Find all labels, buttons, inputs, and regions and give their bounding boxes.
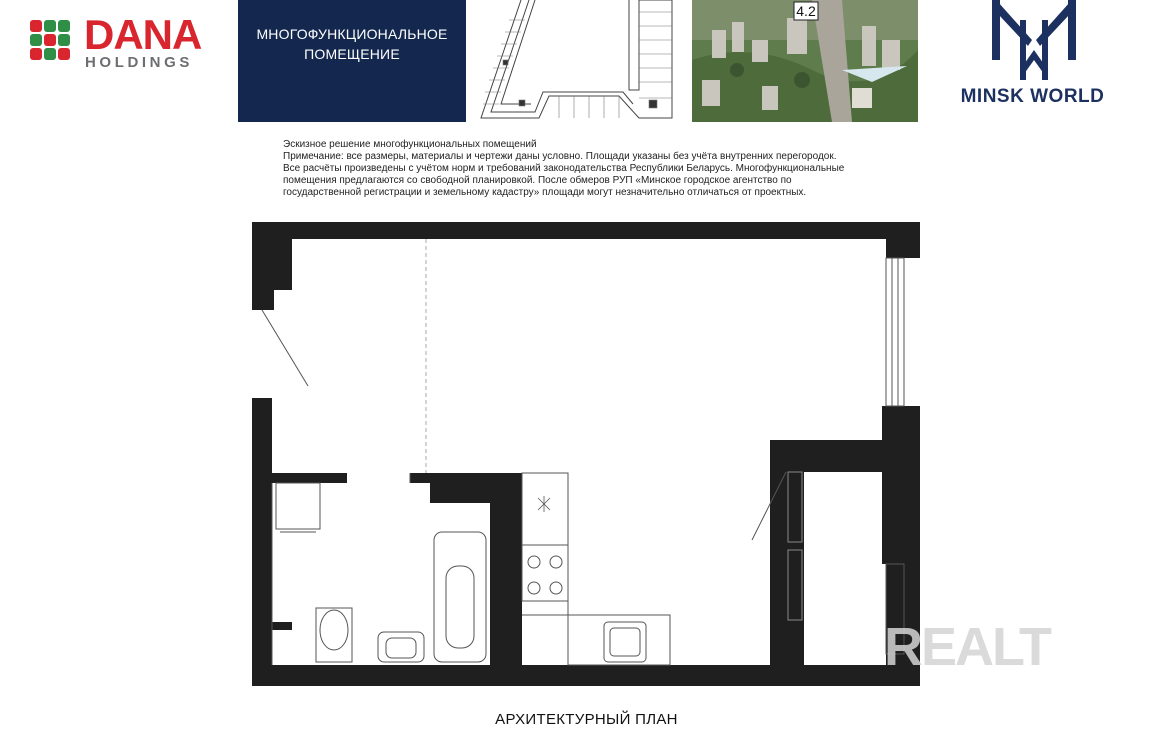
realt-watermark: REALT [884, 617, 1050, 677]
dana-brand-text: DANA [84, 11, 202, 58]
dana-brand-subtext: HOLDINGS [85, 54, 193, 71]
notes-line: Примечание: все размеры, материалы и чертежи даны условно. Площади указаны без учёта внутренних перегородок. [283, 151, 837, 162]
dana-holdings-logo [28, 11, 223, 76]
minsk-world-logo [940, 0, 1125, 112]
premises-type-banner [238, 0, 466, 122]
banner-line-2: ПОМЕЩЕНИЕ [304, 46, 400, 62]
plan-caption: АРХИТЕКТУРНЫЙ ПЛАН [495, 711, 678, 728]
aerial-render-image [692, 0, 918, 122]
banner-line-1: МНОГОФУНКЦИОНАЛЬНОЕ [256, 26, 448, 42]
building-floor-thumbnail [479, 0, 674, 122]
fridge-symbol [538, 496, 550, 512]
notes-line: государственной регистрации и земельному кадастру» площади могут незначительно отличаться от проектных. [283, 187, 807, 198]
mw-emblem [940, 0, 1125, 86]
notes-line: Эскизное решение многофункциональных помещений [283, 139, 537, 150]
building-number-badge: 4.2 [796, 3, 816, 19]
minsk-world-text: MINSK WORLD [960, 86, 1105, 107]
notes-line: помещения предлагаются со свободной планировкой. После обмеров РУП «Минское городское агентство по [283, 175, 792, 186]
architectural-floor-plan [240, 210, 930, 700]
notes-line: Все расчёты произведены с учётом норм и требований законодательства Республики Беларусь. Многофункциональные [283, 163, 845, 174]
plan-notes [283, 139, 903, 199]
